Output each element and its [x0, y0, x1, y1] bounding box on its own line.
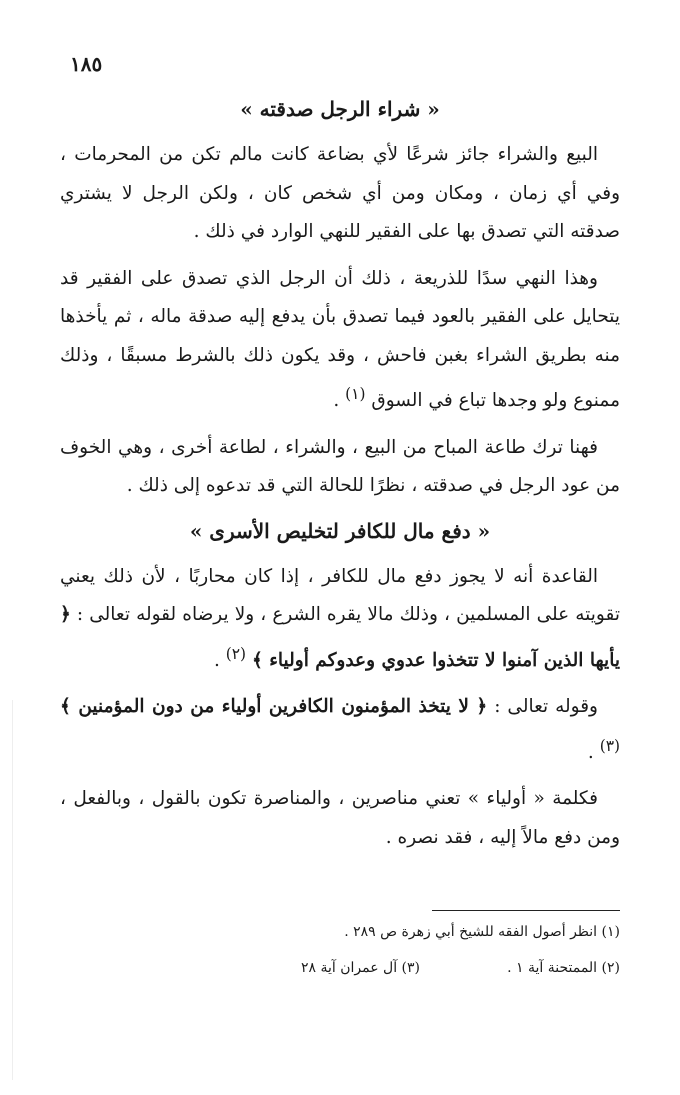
paragraph-1-text: البيع والشراء جائز شرعًا لأي بضاعة كانت مالم تكن من المحرمات ، وفي أي زمان ، ومكان ومن أي شخص كان ، ولكن الرجل لا يشتري صدقته التي تصدق بها على الفقير للنهي الوارد في ذلك .: [60, 144, 620, 242]
paragraph-6-text: فكلمة « أولياء » تعني مناصرين ، والمناصرة تكون بالقول ، وبالفعل ، ومن دفع مالاً إليه ، فقد نصره .: [60, 788, 620, 848]
footnote-ref-1[interactable]: (١): [345, 385, 366, 403]
paragraph-4: [60, 558, 620, 681]
quran-verse-1: ﴿ يأيها الذين آمنوا لا تتخذوا عدوي وعدوكم أولياء ﴾: [60, 604, 620, 671]
paragraph-4-end: .: [213, 649, 226, 671]
scan-edge-line: [12, 700, 13, 1080]
paragraph-2: [60, 260, 620, 421]
footnote-ref-3[interactable]: (٣): [599, 736, 620, 755]
page-body: [60, 92, 620, 865]
paragraph-3: [60, 429, 620, 506]
paragraph-5-end: .: [587, 741, 600, 763]
paragraph-4-text: القاعدة أنه لا يجوز دفع مال للكافر ، إذا كان محاربًا ، لأن ذلك يعني تقويته على المسلمين ، وذلك مالا يقره الشرع ، ولا يرضاه لقوله تعالى :: [60, 565, 620, 626]
paragraph-2-end: .: [333, 390, 346, 412]
paragraph-6: [60, 780, 620, 857]
footnote-3: (٣) آل عمران آية ٢٨: [300, 960, 420, 976]
footnote-separator: [432, 910, 620, 911]
paragraph-5-lead: وقوله تعالى :: [487, 696, 598, 718]
footnote-2: (٢) الممتحنة آية ١ .: [507, 960, 620, 976]
section-heading-paying-disbeliever: « دفع مال للكافر لتخليص الأسرى »: [189, 518, 491, 543]
page-number: ١٨٥: [70, 52, 103, 76]
quran-verse-2: ﴿ لا يتخذ المؤمنون الكافرين أولياء من دون المؤمنين ﴾: [60, 696, 488, 718]
footnote-ref-2[interactable]: (٢): [225, 644, 247, 663]
paragraph-5: [60, 688, 620, 772]
paragraph-1: [60, 136, 620, 252]
footnote-1: (١) انظر أصول الفقه للشيخ أبي زهرة ص ٢٨٩ .: [344, 924, 620, 940]
paragraph-2-text: وهذا النهي سدًا للذريعة ، ذلك أن الرجل الذي تصدق على الفقير قد يتحايل على الفقير بالعود فيما تصدق بأن يدفع إليه صدقة ماله ، ثم يأخذها منه بطريق الشراء بغبن فاحش ، وقد يكون ذلك بالشرط مسبقًا ، وذلك ممنوع ولو وجدها تباع في السوق: [60, 267, 620, 412]
section-heading-buying-charity: « شراء الرجل صدقته »: [240, 97, 440, 121]
paragraph-3-text: فهنا ترك طاعة المباح من البيع ، والشراء ، لطاعة أخرى ، وهي الخوف من عود الرجل في صدقته ، نظرًا للحالة التي قد تدعوه إلى ذلك .: [60, 436, 620, 497]
